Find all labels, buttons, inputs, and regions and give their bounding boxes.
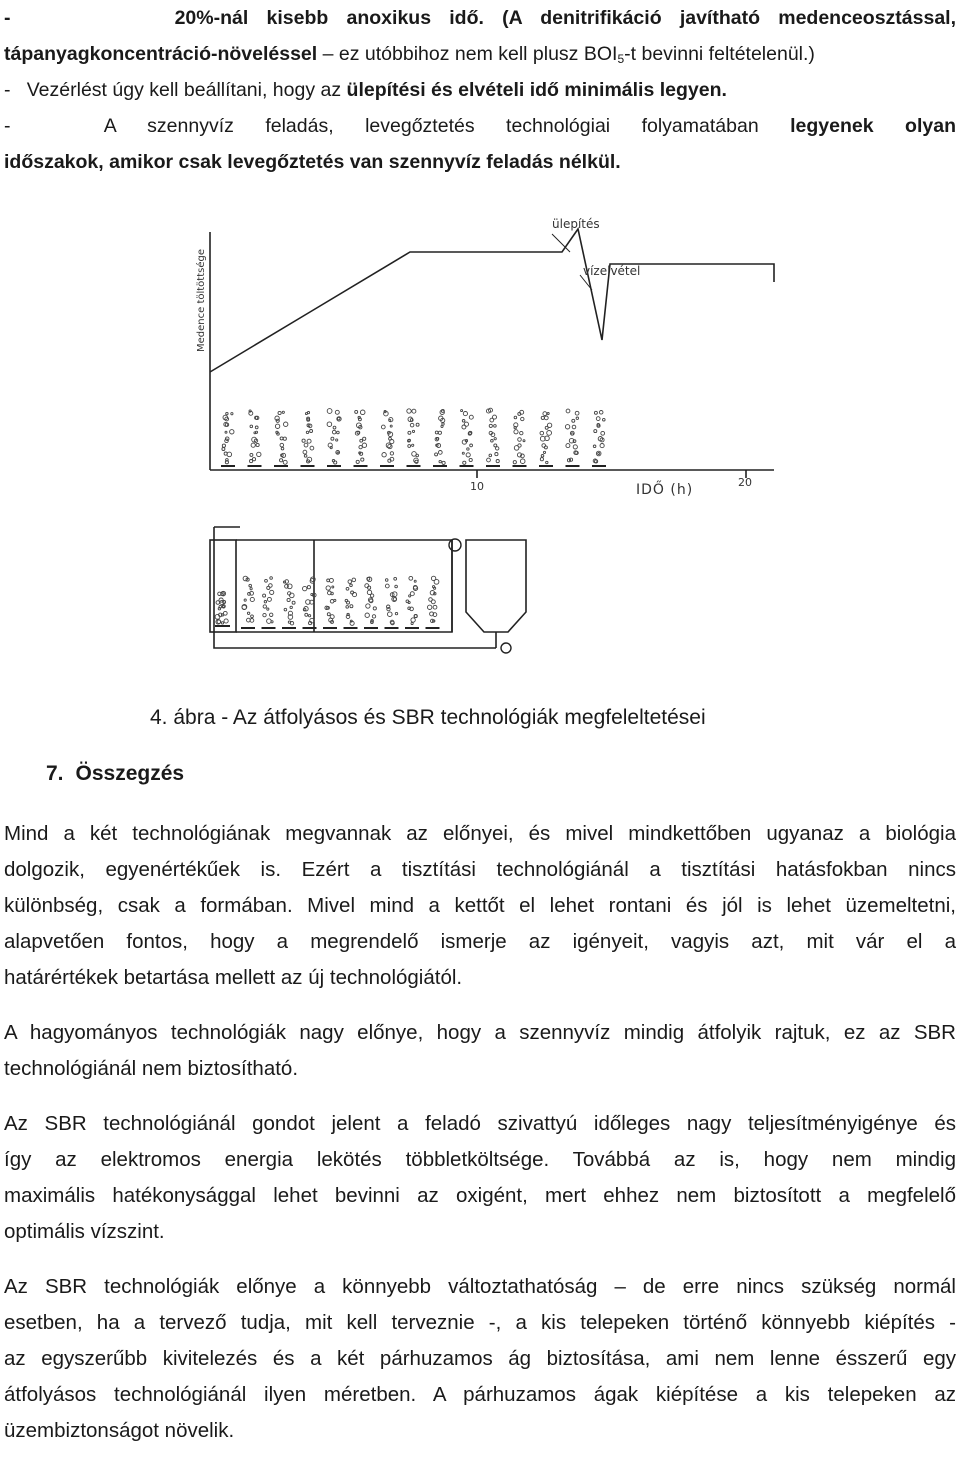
bullet-nutrient-text-end: -t bevinni feltételenül.) [624,43,815,65]
air-bubble [411,622,413,624]
air-bubble [596,417,600,421]
air-bubble [521,417,524,420]
air-bubble [337,417,340,420]
air-bubble [571,433,573,435]
air-bubble [309,615,311,617]
air-bubble [601,431,605,435]
air-bubble [573,445,577,449]
air-bubble [462,452,464,454]
air-bubble [381,425,385,429]
p4-line: Az SBR technológiák előnye a könnyebb változtathatóság – de erre nincs szükség normál [4,1275,956,1298]
air-bubble [573,440,576,443]
air-bubble [251,615,254,618]
air-bubble [350,605,353,608]
pump-icon-bottom [501,643,511,653]
bullet-aeration [4,108,956,144]
p2-line: A hagyományos technológiák nagy előnye, hogy a szennyvíz mindig átfolyik rajtuk, ez az SBR [4,1021,956,1044]
air-bubble [278,411,281,414]
bullet-anoxic-continuation [4,36,956,72]
air-bubble [250,460,253,463]
p3-line: így az elektromos energia lekötés többletköltsége. Továbbá az is, hogy nem mindig [4,1148,956,1171]
air-bubble [346,587,349,590]
air-bubble [310,446,314,450]
air-bubble [593,445,596,448]
air-bubble [292,601,295,604]
air-bubble [281,447,284,450]
air-bubble [249,584,252,587]
air-bubble [270,590,274,594]
air-bubble [219,605,222,608]
air-bubble [250,597,254,601]
air-bubble [546,461,548,463]
air-bubble [438,451,442,455]
air-bubble [280,437,283,440]
air-bubble [356,460,359,463]
air-bubble [439,460,441,462]
air-bubble [332,460,334,462]
air-bubble [416,454,419,457]
air-bubble [416,423,419,426]
p4-line: az egyszerűbb kivitelezés és a két párhuzamos ág biztosítása, ami nem lenne ésszerű egy [4,1347,956,1370]
air-bubble [329,578,333,582]
air-bubble [394,577,397,580]
air-bubble [566,409,570,413]
air-bubble [408,607,411,610]
air-bubble [466,453,470,457]
air-bubble [360,410,365,415]
bullet-aeration-bold-2: időszakok, amikor csak levegőztetés van szennyvíz feladás nélkül. [4,151,621,173]
air-bubble [270,613,273,616]
air-bubble [493,415,497,419]
air-bubble [598,453,600,455]
air-bubble [428,605,432,609]
air-bubble [280,443,284,447]
air-bubble [395,612,397,614]
air-bubble [250,588,252,590]
air-bubble [333,426,336,429]
air-bubble [494,425,497,428]
air-bubble [331,592,334,595]
air-bubble [547,431,552,436]
air-bubble [331,437,334,440]
air-bubble [462,425,466,429]
clarifier [466,540,526,632]
air-bubble [518,444,521,447]
air-bubble [290,622,293,625]
air-bubble [332,586,334,588]
lower-aeration-bubbles [215,576,440,628]
air-bubble [362,443,366,447]
air-bubble [275,424,279,428]
air-bubble [281,454,284,457]
air-bubble [388,612,393,617]
air-bubble [284,422,288,426]
air-bubble [303,450,307,454]
air-bubble [304,443,308,447]
air-bubble [494,444,497,447]
air-bubble [410,423,414,427]
air-bubble [227,452,232,457]
air-bubble [270,577,273,580]
air-bubble [541,416,544,419]
air-bubble [489,424,492,427]
air-bubble [393,598,396,601]
air-bubble [463,412,467,416]
air-bubble [520,459,525,464]
air-bubble [518,438,522,442]
air-bubble [358,418,361,421]
air-bubble [412,430,414,432]
air-bubble [600,444,604,448]
label-drawoff: vízelvétel [583,264,641,278]
air-bubble [599,411,603,415]
section-heading [46,762,184,786]
air-bubble [355,410,358,413]
air-bubble [307,586,310,589]
air-bubble [542,444,546,448]
y-axis-label: Medence töltöttsége [196,248,207,352]
air-bubble [496,460,499,463]
p4-line: üzembiztonságot növelik. [4,1419,235,1442]
tick-label-20: 20 [738,476,752,489]
air-bubble [390,425,392,427]
p1-line: alapvetően fontos, hogy a megrendelő ismerje az igényeit, vagyis azt, mit vár el a [4,930,956,953]
air-bubble [302,439,305,442]
air-bubble [603,418,606,421]
air-bubble [250,453,253,456]
upper-aeration-bubbles [221,408,606,466]
air-bubble [257,452,261,456]
air-bubble [569,458,572,461]
bullet-aeration-bold: legyenek olyan [790,115,956,137]
air-bubble [335,410,339,414]
air-bubble [250,425,253,428]
air-bubble [594,411,597,414]
bullet-control-text: - Vezérlést úgy kell beállítani, hogy az [4,79,347,101]
air-bubble [226,412,228,414]
air-bubble [365,584,369,588]
air-bubble [408,445,411,448]
air-bubble [514,416,517,419]
air-bubble [467,448,469,450]
air-bubble [361,458,364,461]
air-bubble [230,430,234,434]
paragraph-3 [4,1106,956,1250]
tick-label-10: 10 [470,480,484,493]
air-bubble [254,432,256,434]
air-bubble [337,452,339,454]
air-bubble [223,611,227,615]
air-bubble [345,599,348,602]
air-bubble [263,594,266,597]
air-bubble [370,594,373,597]
air-bubble [327,613,330,616]
air-bubble [263,613,266,616]
air-bubble [407,409,411,413]
air-bubble [251,443,255,447]
air-bubble [408,439,410,441]
air-bubble [267,597,271,601]
air-bubble [290,593,295,598]
p2-line: technológiánál nem biztosítható. [4,1057,299,1080]
air-bubble [547,413,549,415]
air-bubble [360,439,363,442]
bod-subscript: 5 [617,52,625,66]
air-bubble [224,619,228,623]
air-bubble [408,601,410,603]
air-bubble [267,619,272,624]
air-bubble [222,606,224,608]
air-bubble [431,600,435,604]
air-bubble [350,584,353,587]
figure-caption: 4. ábra - Az átfolyásos és SBR technológiák megfeleltetései [150,706,706,729]
air-bubble [304,455,307,458]
air-bubble [491,440,494,443]
air-bubble [277,433,280,436]
air-bubble [280,459,283,462]
air-bubble [462,420,465,423]
air-bubble [435,431,438,434]
air-bubble [348,580,352,584]
air-bubble [596,451,601,456]
air-bubble [222,448,225,451]
air-bubble [411,618,415,622]
air-bubble [412,444,414,446]
air-bubble [575,411,579,415]
p4-line: átfolyásos technológiánál ilyen méretben. A párhuzamos ágak kiépítése a kis telepeken az [4,1383,956,1406]
air-bubble [271,621,273,623]
bullet-nutrient-bold: tápanyagkoncentráció-növeléssel [4,43,318,65]
air-bubble [565,425,569,429]
air-bubble [311,593,313,595]
air-bubble [431,576,435,580]
air-bubble [540,458,543,461]
top-bullet-list [4,0,956,180]
air-bubble [513,461,516,464]
paragraph-2 [4,1015,956,1087]
air-bubble [363,437,366,440]
air-bubble [540,431,544,435]
air-bubble [442,461,445,464]
air-bubble [247,612,249,614]
bullet-control-bold: ülepítési és elvételi idő minimális legyen. [346,79,727,101]
air-bubble [387,607,390,610]
air-bubble [572,419,575,422]
air-bubble [267,586,270,589]
air-bubble [463,461,466,464]
air-bubble [284,608,287,611]
air-bubble [231,413,233,415]
air-bubble [545,426,548,429]
bullet-aeration-continuation [4,144,956,180]
air-bubble [283,460,287,464]
air-bubble [326,586,330,590]
p3-line: Az SBR technológiánál gondot jelent a feladó szivattyú időleges nagy teljesítményigénye és [4,1112,956,1135]
air-bubble [282,411,284,413]
paragraph-4 [4,1269,956,1449]
p3-line: optimális vízszint. [4,1220,165,1243]
air-bubble [330,600,334,604]
air-bubble [222,444,225,447]
air-bubble [366,604,370,608]
air-bubble [225,431,227,433]
air-bubble [523,440,525,442]
air-bubble [306,431,308,433]
air-bubble [303,586,307,590]
section-number: 7. [46,762,64,785]
air-bubble [305,613,308,616]
air-bubble [541,455,544,458]
air-bubble [495,453,498,456]
air-bubble [469,458,472,461]
air-bubble [382,453,386,457]
air-bubble [433,605,437,609]
p1-line: határértékek betartása mellett az új technológiától. [4,966,463,989]
p1-line: különbség, csak a formában. Mivel mind a kettőt el lehet rontani és jól is lehet üzemeltetni, [4,894,956,917]
air-bubble [307,439,311,443]
air-bubble [566,444,570,448]
air-bubble [264,601,266,603]
air-bubble [514,430,518,434]
air-bubble [283,437,286,440]
x-axis-label: IDŐ (h) [636,482,694,498]
upper-diagram [210,229,774,478]
air-bubble [433,586,435,588]
summary-body [4,816,956,1468]
air-bubble [365,613,369,617]
air-bubble [489,454,492,457]
air-bubble [409,576,413,580]
air-bubble [283,581,285,583]
air-bubble [244,599,246,601]
air-bubble [256,443,259,446]
air-bubble [327,422,332,427]
air-bubble [221,622,223,624]
air-bubble [543,412,547,416]
air-bubble [385,584,389,588]
air-bubble [390,452,393,455]
air-bubble [435,453,438,456]
air-bubble [359,445,362,448]
air-bubble [543,451,545,453]
air-bubble [438,431,441,434]
air-bubble [469,415,473,419]
air-bubble [285,584,289,588]
air-bubble [327,409,332,414]
air-bubble [346,606,349,609]
air-bubble [494,438,496,440]
air-bubble [410,419,413,422]
paragraph-1 [4,816,956,996]
air-bubble [576,417,578,419]
air-bubble [265,579,268,582]
air-bubble [594,430,597,433]
air-bubble [412,409,416,413]
air-bubble [385,579,388,582]
air-bubble [255,426,258,429]
label-settling: ülepítés [552,217,600,231]
section-title: Összegzés [75,762,185,785]
bullet-anoxic-text: 20%-nál kisebb anoxikus idő. (A denitrifikáció javítható medenceosztással, [174,7,956,29]
air-bubble [287,598,290,601]
air-bubble [487,458,491,462]
air-bubble [395,585,398,588]
p4-line: esetben, ha a tervező tudja, mit kell terveznie -, a kis telepeken történő könnyebb kiépítés - [4,1311,956,1334]
bullet-aeration-text: - A szennyvíz feladás, levegőztetés technológiai folyamatában [4,115,791,137]
air-bubble [520,431,523,434]
air-bubble [267,608,269,610]
bullet-nutrient-text: – ez utóbbihoz nem kell plusz BOI [317,43,618,65]
air-bubble [305,413,307,415]
air-bubble [336,439,338,441]
p1-line: dolgozik, egyenértékűek is. Ezért a tisztítási technológiánál a tisztítási hatásfokban nincs [4,858,956,881]
p3-line: maximális hatékonysággal lehet bevinni az oxigént, mert ehhez nem biztosított a megfelelő [4,1184,956,1207]
air-bubble [410,592,414,596]
air-bubble [408,431,411,434]
air-bubble [226,459,229,462]
air-bubble [290,606,292,608]
air-bubble [373,607,376,610]
bullet-control [4,72,956,108]
air-bubble [470,444,473,447]
air-bubble [263,605,266,608]
air-bubble [337,431,340,434]
sbr-comparison-figure [180,212,780,662]
air-bubble [572,425,576,429]
air-bubble [332,430,336,434]
pump-icon-top [449,539,461,551]
air-bubble [461,410,463,412]
air-bubble [352,578,356,582]
air-bubble [372,615,375,618]
fill-level-curve [210,229,774,372]
bullet-anoxic-time [4,0,956,36]
air-bubble [414,580,416,582]
p1-line: Mind a két technológiának megvannak az előnyei, és mivel mindkettőben ugyanaz a biológia [4,822,956,845]
air-bubble [544,416,548,420]
bullet-dash: - [4,7,11,29]
air-bubble [310,430,313,433]
air-bubble [442,423,444,425]
